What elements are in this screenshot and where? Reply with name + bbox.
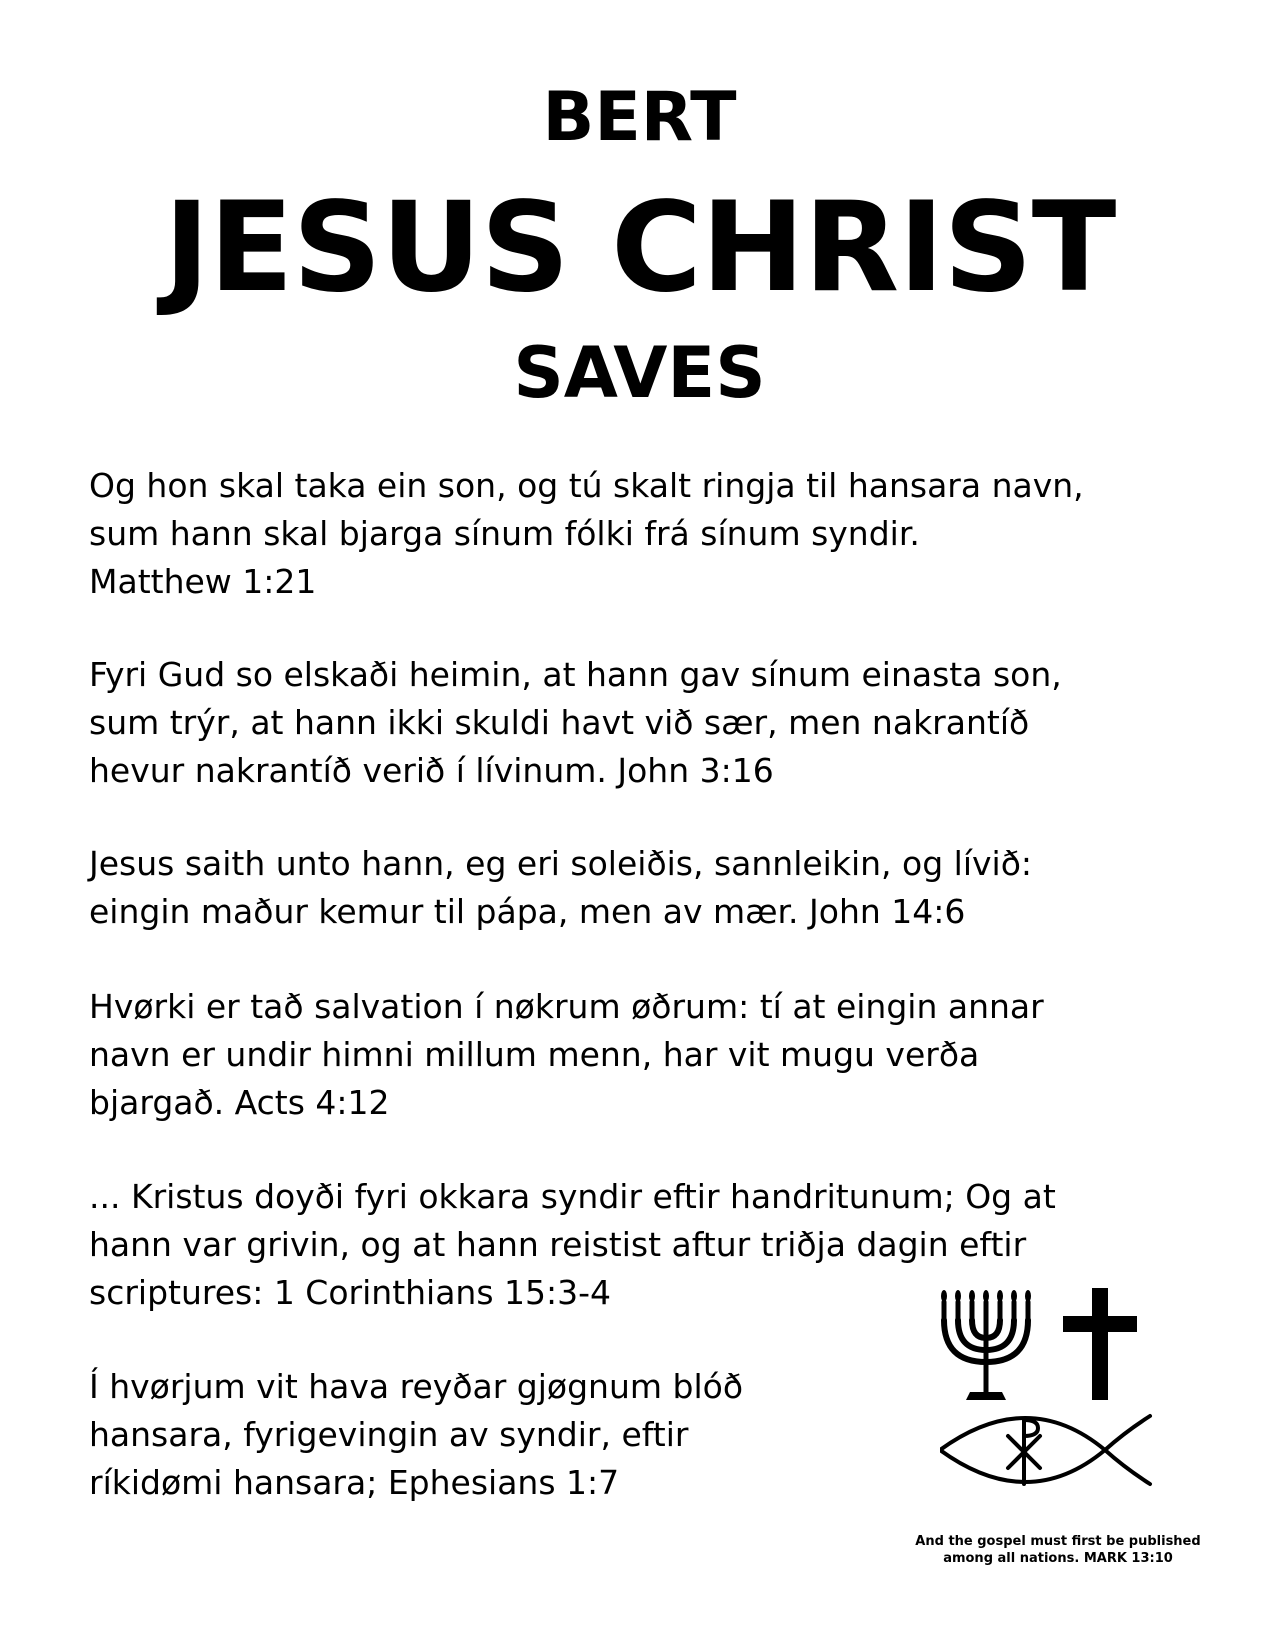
verse-ephesians (89, 1363, 743, 1507)
verse-line: scriptures: 1 Corinthians 15:3-4 (89, 1273, 612, 1312)
verse-line: Og hon skal taka ein son, og tú skalt ringja til hansara navn, (89, 466, 1084, 505)
verse-line: hann var grivin, og at hann reistist aftur triðja dagin eftir (89, 1225, 1027, 1264)
verse-john-3-16 (89, 651, 1062, 795)
ichthys-chi-rho-icon (940, 1416, 1150, 1484)
menorah-icon (941, 1290, 1031, 1400)
verse-matthew (89, 462, 1084, 606)
verse-line: Jesus saith unto hann, eg eri soleiðis, sannleikin, og lívið: (89, 844, 1032, 883)
verse-line: sum trýr, at hann ikki skuldi havt við sær, men nakrantíð (89, 703, 1030, 742)
verse-line: Fyri Gud so elskaði heimin, at hann gav sínum einasta son, (89, 655, 1062, 694)
verse-line: hansara, fyrigevingin av syndir, eftir (89, 1415, 689, 1454)
footnote-line: And the gospel must first be published (915, 1534, 1201, 1549)
verse-line: bjargað. Acts 4:12 (89, 1083, 390, 1122)
verse-line: Matthew 1:21 (89, 562, 317, 601)
verse-corinthians (89, 1173, 1056, 1317)
verse-line: Í hvørjum vit hava reyðar gjøgnum blóð (89, 1367, 744, 1406)
cross-icon (1063, 1288, 1137, 1400)
verse-line: ... Kristus doyði fyri okkara syndir eftir handritunum; Og at (89, 1177, 1056, 1216)
verse-line: navn er undir himni millum menn, har vit mugu verða (89, 1035, 980, 1074)
footnote-mark (900, 1533, 1216, 1567)
religious-symbols (940, 1288, 1170, 1498)
verse-line: eingin maður kemur til pápa, men av mær. John 14:6 (89, 892, 966, 931)
footnote-line: among all nations. MARK 13:10 (943, 1551, 1173, 1566)
header-bert: BERT (542, 78, 737, 157)
verse-line: Hvørki er tað salvation í nøkrum øðrum: tí at eingin annar (89, 987, 1044, 1026)
verse-john-14-6 (89, 840, 1032, 936)
verse-line: hevur nakrantíð verið í lívinum. John 3:16 (89, 751, 774, 790)
verse-acts (89, 983, 1044, 1127)
verse-line: sum hann skal bjarga sínum fólki frá sínum syndir. (89, 514, 920, 553)
verse-line: ríkidømi hansara; Ephesians 1:7 (89, 1463, 620, 1502)
header-jesus-christ: JESUS CHRIST (163, 176, 1116, 320)
header-saves: SAVES (513, 332, 766, 414)
